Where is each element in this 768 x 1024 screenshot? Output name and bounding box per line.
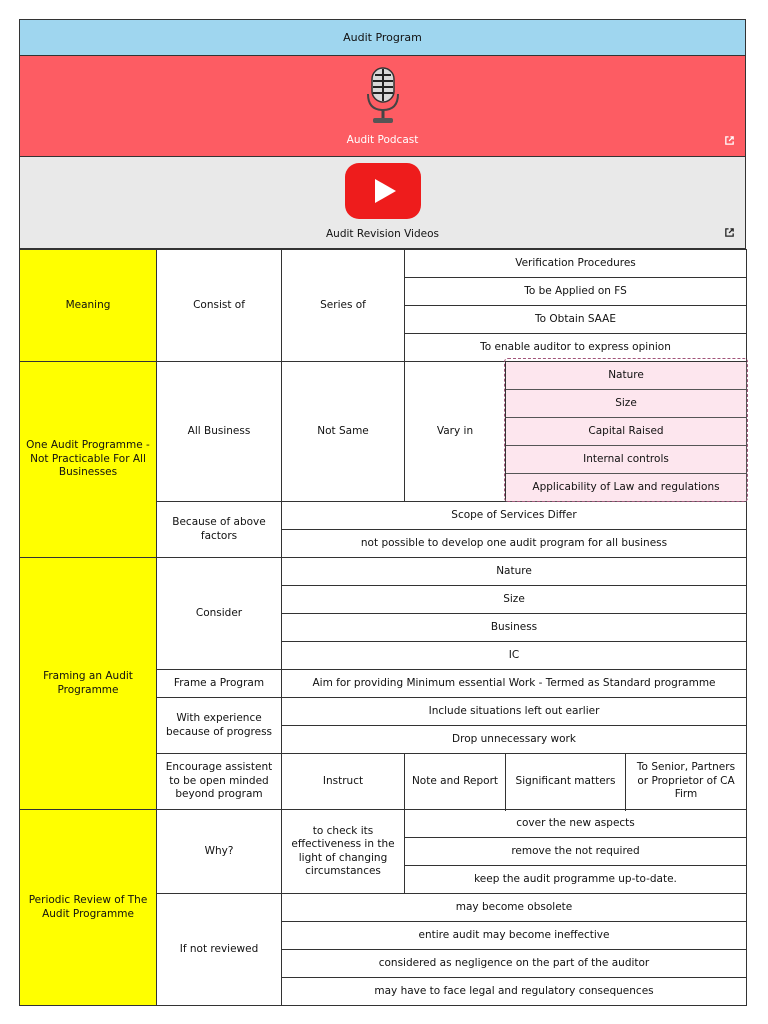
encourage-item: Significant matters <box>506 754 626 810</box>
consider-item: Size <box>282 586 747 614</box>
audit-program-table <box>19 249 747 1006</box>
encourage-cell: Encourage assistent to be open minded beyond program <box>157 754 282 810</box>
because-cell: Because of above factors <box>157 502 282 558</box>
experience-cell: With experience because of progress <box>157 698 282 754</box>
youtube-play-icon <box>344 162 422 220</box>
microphone-icon <box>363 66 403 126</box>
consequence-item: may become obsolete <box>282 894 747 922</box>
videos-label[interactable]: Audit Revision Videos <box>326 228 439 240</box>
encourage-item: Instruct <box>282 754 405 810</box>
page-title: Audit Program <box>343 31 422 44</box>
why-reason-cell: to check its effectiveness in the light of changing circumstances <box>282 810 405 894</box>
title-band <box>19 19 746 56</box>
section-review: Periodic Review of The Audit Programme <box>20 810 157 1006</box>
factor-item: Nature <box>506 362 747 390</box>
consequence-item: considered as negligence on the part of the auditor <box>282 950 747 978</box>
podcast-link-band[interactable] <box>19 56 746 157</box>
section-meaning: Meaning <box>20 250 157 362</box>
factor-item: Capital Raised <box>506 418 747 446</box>
external-link-icon[interactable] <box>724 135 735 146</box>
result-item: not possible to develop one audit program for all business <box>282 530 747 558</box>
factor-item: Applicability of Law and regulations <box>506 474 747 502</box>
consider-item: Nature <box>282 558 747 586</box>
consider-item: IC <box>282 642 747 670</box>
consequence-item: entire audit may become ineffective <box>282 922 747 950</box>
encourage-item: To Senior, Partners or Proprietor of CA Firm <box>626 754 747 810</box>
consider-cell: Consider <box>157 558 282 670</box>
section-one-audit: One Audit Programme - Not Practicable For All Businesses <box>20 362 157 558</box>
meaning-item: To enable auditor to express opinion <box>405 334 747 362</box>
factor-item: Size <box>506 390 747 418</box>
experience-item: Include situations left out earlier <box>282 698 747 726</box>
result-item: Scope of Services Differ <box>282 502 747 530</box>
section-framing: Framing an Audit Programme <box>20 558 157 810</box>
consist-of-cell: Consist of <box>157 250 282 362</box>
factor-item: Internal controls <box>506 446 747 474</box>
why-item: cover the new aspects <box>405 810 747 838</box>
frame-cell: Frame a Program <box>157 670 282 698</box>
meaning-item: To be Applied on FS <box>405 278 747 306</box>
videos-link-band[interactable] <box>19 157 746 249</box>
consider-item: Business <box>282 614 747 642</box>
not-same-cell: Not Same <box>282 362 405 502</box>
series-of-cell: Series of <box>282 250 405 362</box>
meaning-item: Verification Procedures <box>405 250 747 278</box>
vary-in-cell: Vary in <box>405 362 506 502</box>
why-cell: Why? <box>157 810 282 894</box>
meaning-item: To Obtain SAAE <box>405 306 747 334</box>
why-item: keep the audit programme up-to-date. <box>405 866 747 894</box>
audit-program-sheet <box>19 19 746 1006</box>
all-business-cell: All Business <box>157 362 282 502</box>
external-link-icon[interactable] <box>724 227 735 238</box>
frame-value: Aim for providing Minimum essential Work - Termed as Standard programme <box>282 670 747 698</box>
encourage-item: Note and Report <box>405 754 506 810</box>
podcast-label[interactable]: Audit Podcast <box>346 134 419 146</box>
experience-item: Drop unnecessary work <box>282 726 747 754</box>
consequence-item: may have to face legal and regulatory consequences <box>282 978 747 1006</box>
why-item: remove the not required <box>405 838 747 866</box>
if-not-reviewed-cell: If not reviewed <box>157 894 282 1006</box>
